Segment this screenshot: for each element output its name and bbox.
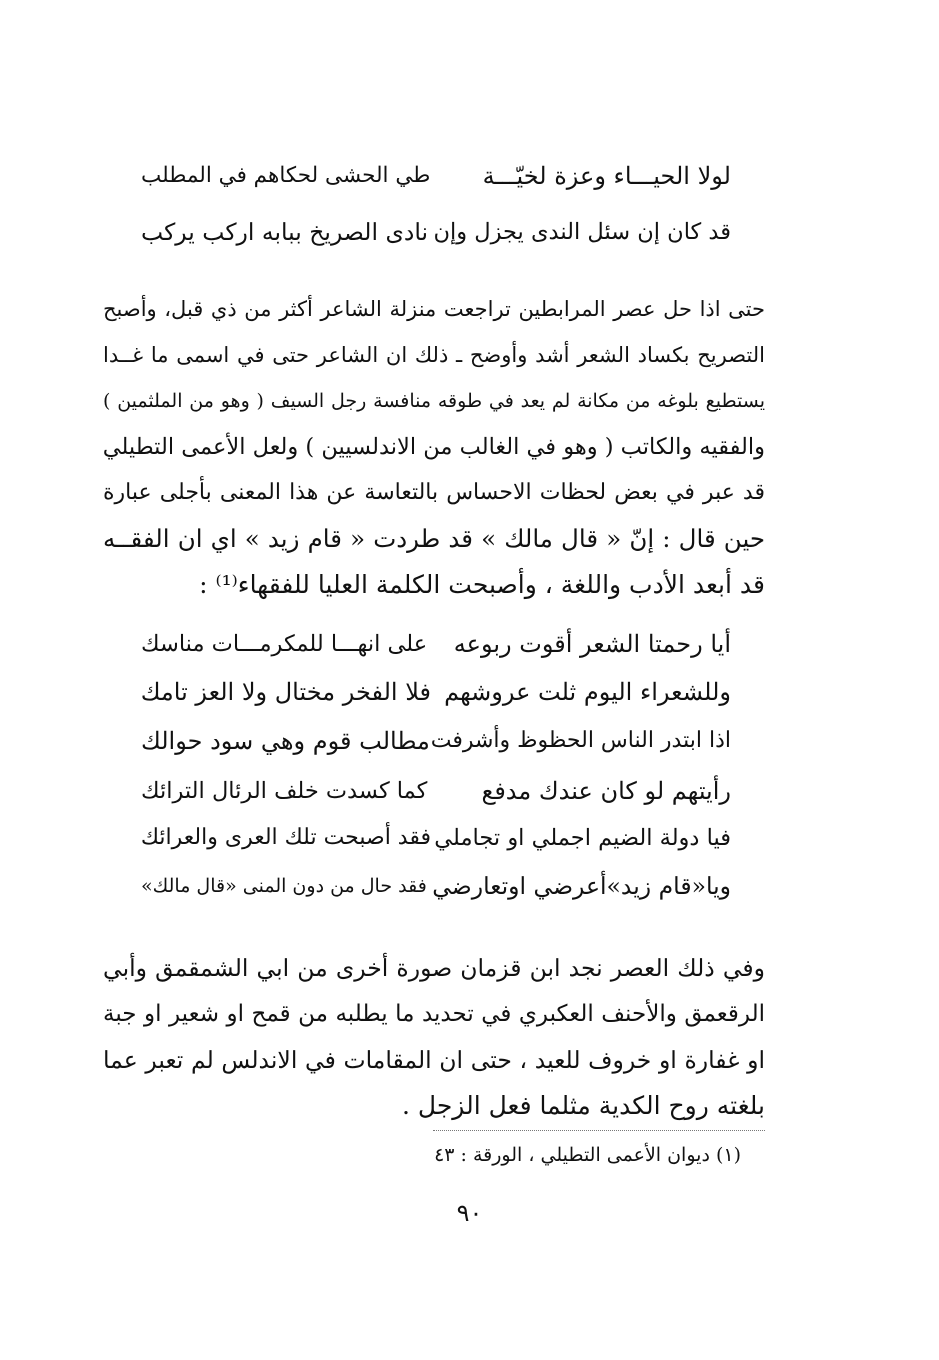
- paragraph-line: او غفارة او خروف للعيد ، حتى ان المقامات في الاندلس لم تعبر عما: [103, 1046, 765, 1074]
- paragraph-line: قد عبر في بعض لحظات الاحساس بالتعاسة عن هذا المعنى بأجلى عبارة: [103, 480, 765, 505]
- paragraph-line: الرقعمق والأحنف العكبري في تحديد ما يطلبه من قمح او شعير او جبة: [103, 1001, 765, 1027]
- verse-hemistich-second: على انهـــا للمكرمـــات مناسك: [141, 631, 428, 657]
- verse-line: [141, 771, 731, 811]
- verse-line: [141, 672, 731, 712]
- paragraph-line: يستطيع بلوغه من مكانة لم يعد في طوقه منافسة رجل السيف ( وهو من الملثمين ): [103, 390, 765, 412]
- verse-hemistich-second: مطالب قوم وهي سود حوالك: [141, 727, 430, 755]
- verse-hemistich-second: طي الحشى لحكاهم في المطلب: [141, 163, 431, 188]
- footnote-separator: [433, 1130, 765, 1131]
- paragraph-line: وفي ذلك العصر نجد ابن قزمان صورة أخرى من ابي الشمقمق وأبي: [103, 954, 765, 982]
- verse-hemistich-second: فلا الفخر مختال ولا العز تامك: [140, 678, 431, 706]
- paragraph-line: والفقيه والكاتب ( وهو في الغالب من الاندلسيين ) ولعل الأعمى التطيلي: [102, 434, 765, 460]
- verse-line: [141, 212, 731, 252]
- paragraph-line: التصريح بكساد الشعر أشد وأوضح ـ ذلك ان الشاعر حتى في اسمى ما غــدا: [103, 343, 765, 367]
- verse-line: [141, 624, 731, 664]
- verse-line: [141, 156, 731, 196]
- paragraph-line: بلغته روح الكدية مثلما فعل الزجل .: [402, 1091, 765, 1120]
- verse-hemistich-first: أيا رحمتا الشعر أقوت ربوعه: [453, 630, 731, 658]
- verse-line: [141, 866, 731, 906]
- paragraph-1: [103, 286, 765, 608]
- verse-hemistich-first: ويا«قام زيد»أعرضي اوتعارضي: [432, 872, 731, 900]
- verse-hemistich-first: اذا ابتدر الناس الحظوظ وأشرفت: [430, 728, 731, 753]
- verse-line: [141, 818, 731, 858]
- verse-hemistich-second: فقد حال من دون المنى «قال مالك»: [141, 875, 427, 897]
- page-number: ٩٠: [456, 1199, 483, 1227]
- verse-hemistich-second: نادى الصريخ ببابه اركب يركب: [141, 218, 429, 246]
- paragraph-line: قد أبعد الأدب واللغة ، وأصبحت الكلمة العليا للفقهاء⁽¹⁾ :: [199, 570, 765, 599]
- verse-hemistich-first: فيا دولة الضيم اجملي او تجاملي: [434, 825, 731, 851]
- paragraph-2: [103, 945, 765, 1129]
- verse-hemistich-first: وللشعراء اليوم ثلت عروشهم: [444, 678, 731, 706]
- paragraph-line: حتى اذا حل عصر المرابطين تراجعت منزلة الشاعر أكثر من ذي قبل، وأصبح: [103, 297, 765, 321]
- verse-hemistich-first: قد كان إن سئل الندى يجزل وإن: [433, 219, 731, 245]
- paragraph-line: حين قال : إنّ « قال مالك » قد طردت « قام زيد » اي ان الفقــه: [103, 524, 765, 553]
- verse-hemistich-first: رأيتهم لو كان عندك مدفع: [481, 777, 731, 805]
- verse-hemistich-second: كما كسدت خلف الرئال الترائك: [141, 778, 428, 804]
- verse-hemistich-second: فقد أصبحت تلك العرى والعرائك: [140, 825, 431, 850]
- footnote: (١) ديوان الأعمى التطيلي ، الورقة : ٤٣: [434, 1144, 741, 1166]
- verse-line: [141, 721, 731, 761]
- verse-hemistich-first: لولا الحيـــاء وعزة لخيّـــة: [482, 162, 731, 190]
